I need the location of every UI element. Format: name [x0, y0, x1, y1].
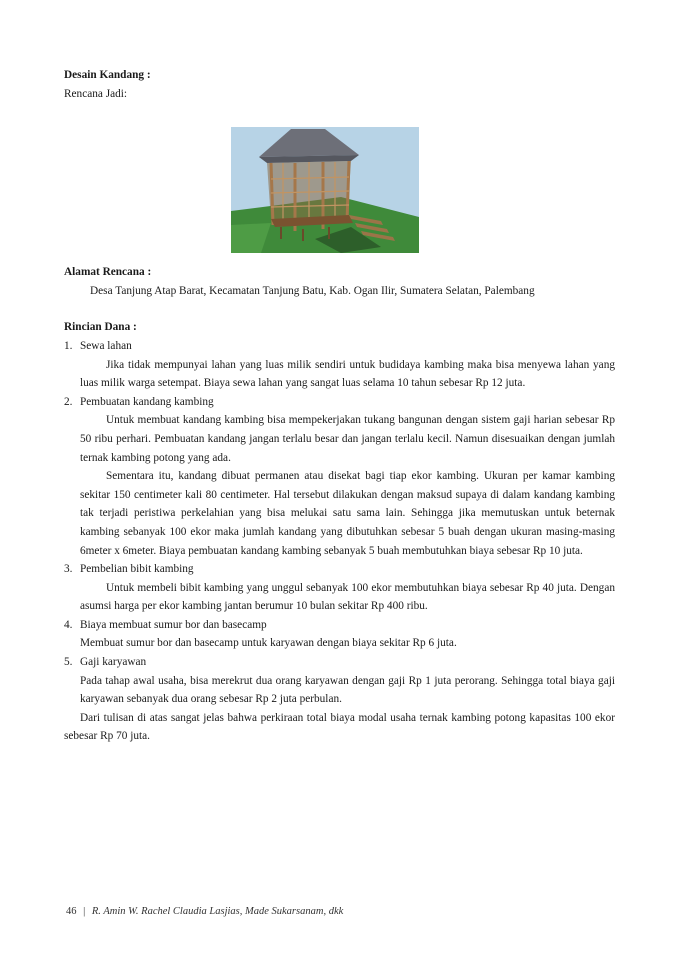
item-number: 3. — [64, 563, 73, 576]
item-paragraph: Sementara itu, kandang dibuat permanen atau disekat bagi tiap ekor kambing. Ukuran per kamar kambing sekitar 150 centimeter kali 80 centimeter. Hal tersebut dilakukan dengan maksud supaya di dalam kandang kambing tak terjadi peristiwa perkelahian yang bisa melukai satu sama lain. Sehingga jika memutuskan untuk beternak kambing sebanyak 100 ekor maka jumlah kandang yang dibutuhkan sebesar 5 buah dengan ukuran masing-masing 6meter x 6meter. Biaya pembuatan kandang kambing sebanyak 5 buah membutuhkan biaya sebesar Rp 10 juta. — [80, 470, 615, 557]
item-paragraph: Pada tahap awal usaha, bisa merekrut dua orang karyawan dengan gaji Rp 1 juta perorang. Sehingga total biaya gaji karyawan sebanyak dua orang sebesar Rp 2 juta perbulan. — [80, 674, 615, 706]
page-footer — [66, 906, 343, 917]
list-item — [64, 616, 615, 653]
figure-container — [64, 103, 615, 245]
funds-list — [64, 337, 615, 746]
page-content — [64, 66, 615, 746]
goat-pen-3d-render — [231, 127, 419, 253]
item-title: Pembuatan kandang kambing — [80, 395, 214, 408]
item-number: 1. — [64, 339, 73, 352]
item-paragraph: Dari tulisan di atas sangat jelas bahwa perkiraan total biaya modal usaha ternak kambing potong kapasitas 100 ekor sebesar Rp 70 juta. — [64, 711, 615, 743]
list-item — [64, 653, 615, 746]
list-item — [64, 337, 615, 393]
item-paragraph: Untuk membuat kandang kambing bisa mempekerjakan tukang bangunan dengan sistem gaji harian sebesar Rp 50 ribu perhari. Pembuatan kandang jangan terlalu besar dan jangan terlalu kecil. Namun disesuaikan dengan jumlah ternak kambing potong yang ada. — [80, 414, 615, 464]
item-paragraph: Untuk membeli bibit kambing yang unggul sebanyak 100 ekor membutuhkan biaya sebesar Rp 40 juta. Dengan asumsi harga per ekor kambing jantan berumur 10 bulan sekitar Rp 400 ribu. — [80, 581, 615, 613]
list-item — [64, 393, 615, 560]
footer-separator: | — [83, 906, 86, 917]
funds-heading: Rincian Dana : — [64, 321, 137, 334]
item-paragraph: Membuat sumur bor dan basecamp untuk karyawan dengan biaya sekitar Rp 6 juta. — [80, 637, 457, 650]
page-number: 46 — [66, 906, 77, 917]
design-subtitle: Rencana Jadi: — [64, 87, 128, 100]
item-title: Biaya membuat sumur bor dan basecamp — [80, 618, 267, 631]
item-title: Pembelian bibit kambing — [80, 563, 194, 576]
item-title: Gaji karyawan — [80, 656, 147, 669]
item-number: 2. — [64, 395, 73, 408]
footer-authors: R. Amin W. Rachel Claudia Lasjias, Made Sukarsanam, dkk — [91, 906, 344, 917]
design-heading: Desain Kandang : — [64, 69, 151, 81]
item-paragraph: Jika tidak mempunyai lahan yang luas milik sendiri untuk budidaya kambing maka bisa menyewa lahan yang luas milik warga setempat. Biaya sewa lahan yang sangat luas selama 10 tahun sebesar Rp 12 juta. — [80, 358, 615, 390]
list-item — [64, 560, 615, 616]
address-text: Desa Tanjung Atap Barat, Kecamatan Tanjung Batu, Kab. Ogan Ilir, Sumatera Selatan, Palembang — [90, 284, 535, 297]
item-number: 4. — [64, 618, 73, 631]
item-title: Sewa lahan — [80, 339, 132, 352]
item-number: 5. — [64, 656, 73, 669]
address-heading: Alamat Rencana : — [64, 266, 152, 279]
